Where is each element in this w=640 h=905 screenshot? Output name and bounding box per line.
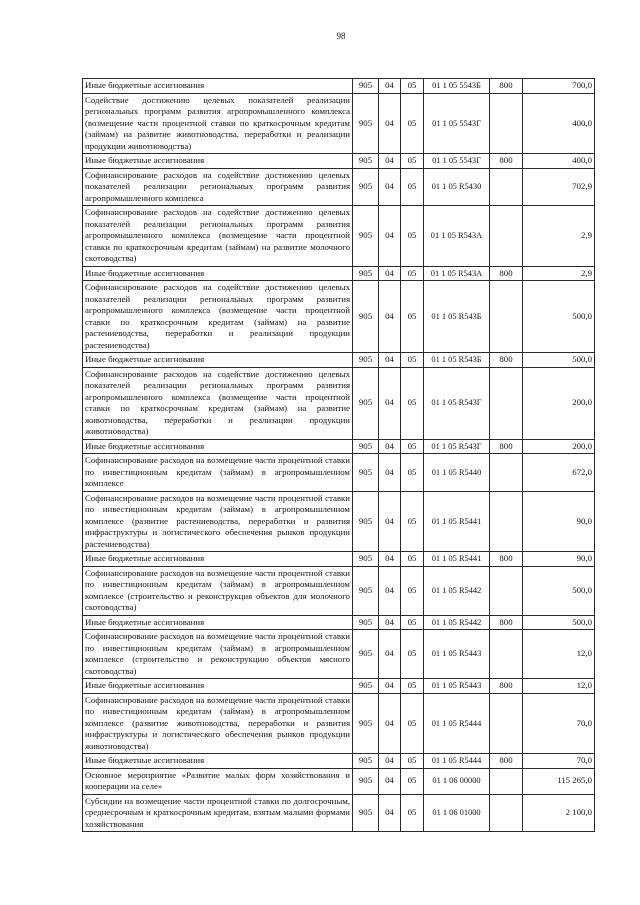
target-article-code: 01 1 05 R5442 bbox=[424, 566, 490, 615]
ministry-code: 905 bbox=[353, 206, 379, 267]
target-article-code: 01 1 05 R543Б bbox=[424, 281, 490, 353]
amount: 2 100,0 bbox=[523, 794, 595, 832]
amount: 500,0 bbox=[523, 566, 595, 615]
amount: 500,0 bbox=[523, 615, 595, 630]
item-name: Софинансирование расходов на возмещение части процентной ставки по инвестиционным кредитам (займам) в агропромышленном комплексе (строительство и реконструкцию объектов мясного скотоводства) bbox=[83, 630, 353, 679]
expense-type-code bbox=[490, 281, 523, 353]
page-number: 98 bbox=[336, 31, 346, 41]
subsection-code: 05 bbox=[401, 79, 424, 94]
target-article-code: 01 1 05 5543Б bbox=[424, 79, 490, 94]
table-row bbox=[83, 266, 595, 281]
section-code: 04 bbox=[379, 367, 401, 439]
section-code: 04 bbox=[379, 552, 401, 567]
amount: 700,0 bbox=[523, 79, 595, 94]
table-row bbox=[83, 439, 595, 454]
table-row bbox=[83, 794, 595, 832]
target-article-code: 01 1 05 R543Б bbox=[424, 353, 490, 368]
subsection-code: 05 bbox=[401, 353, 424, 368]
item-name: Софинансирование расходов на возмещение части процентной ставки по инвестиционным кредитам (займам) в агропромышленном комплексе bbox=[83, 454, 353, 492]
subsection-code: 05 bbox=[401, 768, 424, 794]
amount: 2,9 bbox=[523, 206, 595, 267]
subsection-code: 05 bbox=[401, 615, 424, 630]
expense-type-code bbox=[490, 206, 523, 267]
item-name: Субсидии на возмещение части процентной ставки по долгосрочным, среднесрочным и краткосрочным кредитам, взятым малыми формами хозяйствования bbox=[83, 794, 353, 832]
ministry-code: 905 bbox=[353, 154, 379, 169]
subsection-code: 05 bbox=[401, 566, 424, 615]
section-code: 04 bbox=[379, 93, 401, 154]
amount: 12,0 bbox=[523, 630, 595, 679]
expense-type-code bbox=[490, 454, 523, 492]
item-name: Иные бюджетные ассигнования bbox=[83, 439, 353, 454]
ministry-code: 905 bbox=[353, 367, 379, 439]
section-code: 04 bbox=[379, 566, 401, 615]
item-name: Софинансирование расходов на возмещение части процентной ставки по инвестиционным кредитам (займам) в агропромышленном комплексе (строительство и реконструкция объектов для молочного скотоводства) bbox=[83, 566, 353, 615]
target-article-code: 01 1 05 R5430 bbox=[424, 168, 490, 206]
table-row bbox=[83, 552, 595, 567]
table-row bbox=[83, 630, 595, 679]
table-row bbox=[83, 281, 595, 353]
subsection-code: 05 bbox=[401, 693, 424, 754]
item-name: Иные бюджетные ассигнования bbox=[83, 79, 353, 94]
ministry-code: 905 bbox=[353, 454, 379, 492]
amount: 500,0 bbox=[523, 353, 595, 368]
item-name: Иные бюджетные ассигнования bbox=[83, 266, 353, 281]
expense-type-code bbox=[490, 367, 523, 439]
section-code: 04 bbox=[379, 630, 401, 679]
expense-type-code bbox=[490, 93, 523, 154]
section-code: 04 bbox=[379, 353, 401, 368]
item-name: Софинансирование расходов на содействие достижению целевых показателей реализации региональных программ развития агропромышленного комплекса (возмещение части процентной ставки по краткосрочным кредитам (займам) на развитие молочного скотоводства) bbox=[83, 206, 353, 267]
item-name: Содействие достижению целевых показателей реализации региональных программ развития агропромышленного комплекса (возмещение части процентной ставки по краткосрочным кредитам (займам) на развитие животноводства, переработки и реализации продукции животноводства) bbox=[83, 93, 353, 154]
item-name: Иные бюджетные ассигнования bbox=[83, 754, 353, 769]
expense-type-code: 800 bbox=[490, 266, 523, 281]
table-row bbox=[83, 754, 595, 769]
table-row bbox=[83, 206, 595, 267]
item-name: Иные бюджетные ассигнования bbox=[83, 615, 353, 630]
subsection-code: 05 bbox=[401, 454, 424, 492]
ministry-code: 905 bbox=[353, 491, 379, 552]
subsection-code: 05 bbox=[401, 754, 424, 769]
target-article-code: 01 1 06 00000 bbox=[424, 768, 490, 794]
target-article-code: 01 1 05 R5440 bbox=[424, 454, 490, 492]
amount: 115 265,0 bbox=[523, 768, 595, 794]
ministry-code: 905 bbox=[353, 266, 379, 281]
target-article-code: 01 1 05 R5444 bbox=[424, 693, 490, 754]
ministry-code: 905 bbox=[353, 353, 379, 368]
table-row bbox=[83, 93, 595, 154]
amount: 70,0 bbox=[523, 754, 595, 769]
table-row bbox=[83, 367, 595, 439]
table-row bbox=[83, 679, 595, 694]
subsection-code: 05 bbox=[401, 491, 424, 552]
amount: 702,9 bbox=[523, 168, 595, 206]
subsection-code: 05 bbox=[401, 679, 424, 694]
budget-table-body bbox=[83, 79, 595, 832]
amount: 200,0 bbox=[523, 367, 595, 439]
amount: 2,9 bbox=[523, 266, 595, 281]
ministry-code: 905 bbox=[353, 693, 379, 754]
ministry-code: 905 bbox=[353, 552, 379, 567]
target-article-code: 01 1 05 R5443 bbox=[424, 679, 490, 694]
target-article-code: 01 1 05 R543Г bbox=[424, 367, 490, 439]
expense-type-code: 800 bbox=[490, 154, 523, 169]
section-code: 04 bbox=[379, 491, 401, 552]
table-row bbox=[83, 79, 595, 94]
target-article-code: 01 1 05 R5442 bbox=[424, 615, 490, 630]
section-code: 04 bbox=[379, 281, 401, 353]
item-name: Софинансирование расходов на возмещение части процентной ставки по инвестиционным кредитам (займам) в агропромышленном комплексе (развитие растениеводства, переработки и развития инфраструктуры и логистического обеспечения рынков продукции растениеводства) bbox=[83, 491, 353, 552]
expense-type-code: 800 bbox=[490, 679, 523, 694]
table-row bbox=[83, 693, 595, 754]
amount: 400,0 bbox=[523, 154, 595, 169]
ministry-code: 905 bbox=[353, 768, 379, 794]
item-name: Иные бюджетные ассигнования bbox=[83, 679, 353, 694]
ministry-code: 905 bbox=[353, 794, 379, 832]
amount: 400,0 bbox=[523, 93, 595, 154]
ministry-code: 905 bbox=[353, 79, 379, 94]
target-article-code: 01 1 05 R5441 bbox=[424, 552, 490, 567]
subsection-code: 05 bbox=[401, 93, 424, 154]
table-row bbox=[83, 566, 595, 615]
section-code: 04 bbox=[379, 679, 401, 694]
table-row bbox=[83, 768, 595, 794]
subsection-code: 05 bbox=[401, 154, 424, 169]
table-row bbox=[83, 168, 595, 206]
subsection-code: 05 bbox=[401, 794, 424, 832]
expense-type-code bbox=[490, 768, 523, 794]
ministry-code: 905 bbox=[353, 754, 379, 769]
section-code: 04 bbox=[379, 206, 401, 267]
expense-type-code: 800 bbox=[490, 615, 523, 630]
section-code: 04 bbox=[379, 454, 401, 492]
amount: 672,0 bbox=[523, 454, 595, 492]
ministry-code: 905 bbox=[353, 679, 379, 694]
item-name: Софинансирование расходов на содействие достижению целевых показателей реализации региональных программ развития агропромышленного комплекса (возмещение части процентной ставки по краткосрочным кредитам (займам) на развитие животноводства, переработки и реализации продукции животноводства) bbox=[83, 367, 353, 439]
expense-type-code: 800 bbox=[490, 552, 523, 567]
amount: 90,0 bbox=[523, 552, 595, 567]
expense-type-code: 800 bbox=[490, 79, 523, 94]
section-code: 04 bbox=[379, 154, 401, 169]
ministry-code: 905 bbox=[353, 93, 379, 154]
section-code: 04 bbox=[379, 794, 401, 832]
expense-type-code bbox=[490, 630, 523, 679]
target-article-code: 01 1 05 5543Г bbox=[424, 154, 490, 169]
item-name: Иные бюджетные ассигнования bbox=[83, 154, 353, 169]
item-name: Софинансирование расходов на содействие достижению целевых показателей реализации региональных программ развития агропромышленного комплекса (возмещение части процентной ставки по краткосрочным кредитам (займам) на развитие растениеводства, переработки и реализации продукции растениеводства) bbox=[83, 281, 353, 353]
expense-type-code bbox=[490, 491, 523, 552]
expense-type-code bbox=[490, 168, 523, 206]
expense-type-code: 800 bbox=[490, 439, 523, 454]
ministry-code: 905 bbox=[353, 281, 379, 353]
subsection-code: 05 bbox=[401, 168, 424, 206]
section-code: 04 bbox=[379, 168, 401, 206]
ministry-code: 905 bbox=[353, 168, 379, 206]
item-name: Иные бюджетные ассигнования bbox=[83, 353, 353, 368]
subsection-code: 05 bbox=[401, 266, 424, 281]
table-row bbox=[83, 491, 595, 552]
subsection-code: 05 bbox=[401, 206, 424, 267]
target-article-code: 01 1 05 R543А bbox=[424, 266, 490, 281]
item-name: Основное мероприятие «Развитие малых форм хозяйствования и кооперации на селе» bbox=[83, 768, 353, 794]
ministry-code: 905 bbox=[353, 566, 379, 615]
target-article-code: 01 1 05 5543Г bbox=[424, 93, 490, 154]
table-row bbox=[83, 154, 595, 169]
subsection-code: 05 bbox=[401, 552, 424, 567]
section-code: 04 bbox=[379, 615, 401, 630]
target-article-code: 01 1 05 R5444 bbox=[424, 754, 490, 769]
table-row bbox=[83, 454, 595, 492]
amount: 12,0 bbox=[523, 679, 595, 694]
expense-type-code bbox=[490, 794, 523, 832]
item-name: Иные бюджетные ассигнования bbox=[83, 552, 353, 567]
budget-table bbox=[82, 78, 595, 832]
ministry-code: 905 bbox=[353, 439, 379, 454]
section-code: 04 bbox=[379, 266, 401, 281]
target-article-code: 01 1 05 R5443 bbox=[424, 630, 490, 679]
target-article-code: 01 1 05 R543А bbox=[424, 206, 490, 267]
subsection-code: 05 bbox=[401, 367, 424, 439]
table-row bbox=[83, 353, 595, 368]
section-code: 04 bbox=[379, 768, 401, 794]
target-article-code: 01 1 05 R543Г bbox=[424, 439, 490, 454]
amount: 200,0 bbox=[523, 439, 595, 454]
subsection-code: 05 bbox=[401, 281, 424, 353]
ministry-code: 905 bbox=[353, 630, 379, 679]
amount: 70,0 bbox=[523, 693, 595, 754]
item-name: Софинансирование расходов на возмещение части процентной ставки по инвестиционным кредитам (займам) в агропромышленном комплексе (развитие животноводства, переработки и развития инфраструктуры и логистического обеспечения рынков продукции животноводства) bbox=[83, 693, 353, 754]
expense-type-code bbox=[490, 693, 523, 754]
section-code: 04 bbox=[379, 79, 401, 94]
section-code: 04 bbox=[379, 754, 401, 769]
section-code: 04 bbox=[379, 439, 401, 454]
amount: 500,0 bbox=[523, 281, 595, 353]
target-article-code: 01 1 06 01000 bbox=[424, 794, 490, 832]
subsection-code: 05 bbox=[401, 439, 424, 454]
amount: 90,0 bbox=[523, 491, 595, 552]
expense-type-code: 800 bbox=[490, 754, 523, 769]
expense-type-code bbox=[490, 566, 523, 615]
ministry-code: 905 bbox=[353, 615, 379, 630]
expense-type-code: 800 bbox=[490, 353, 523, 368]
section-code: 04 bbox=[379, 693, 401, 754]
target-article-code: 01 1 05 R5441 bbox=[424, 491, 490, 552]
subsection-code: 05 bbox=[401, 630, 424, 679]
item-name: Софинансирование расходов на содействие достижению целевых показателей реализации региональных программ развития агропромышленного комплекса bbox=[83, 168, 353, 206]
table-row bbox=[83, 615, 595, 630]
